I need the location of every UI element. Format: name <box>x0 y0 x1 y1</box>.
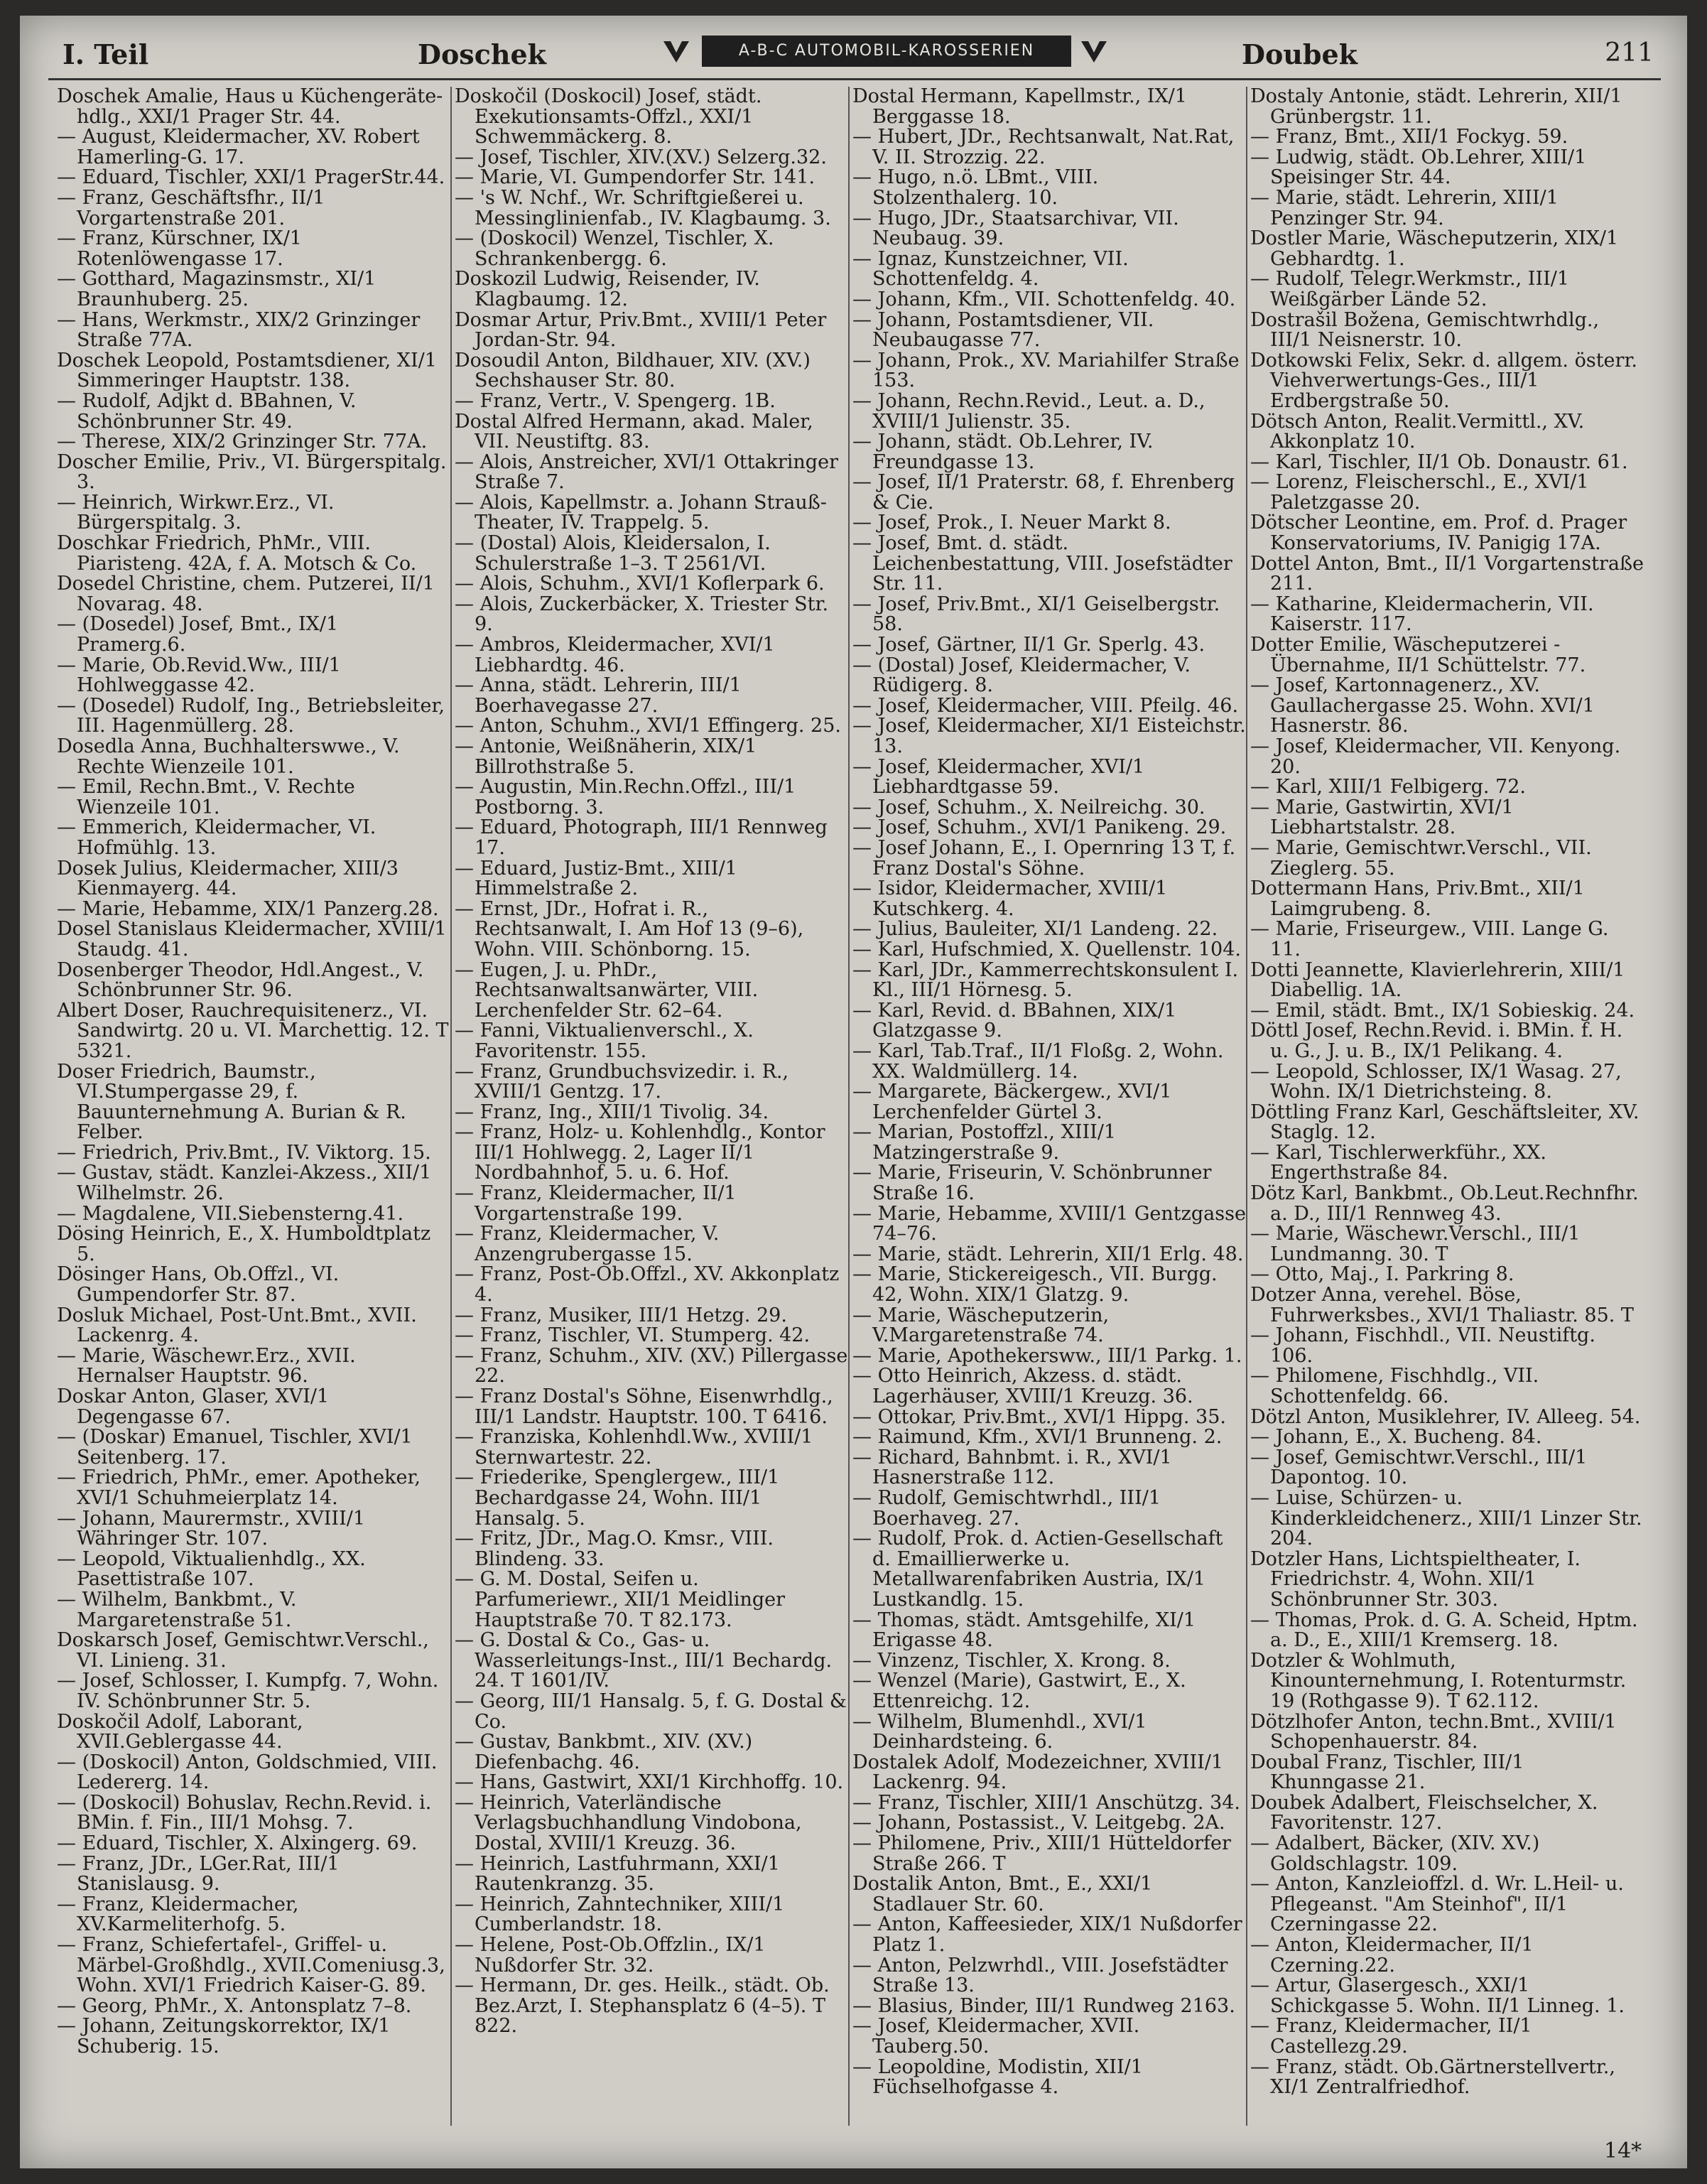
directory-entry: — Hans, Werkmstr., XIX/2 Grinzinger Straße 77A. <box>57 308 421 352</box>
directory-entry: Dötscher Leontine, em. Prof. d. Prager Konservatoriums, IV. Panigig 17A. <box>1250 512 1627 555</box>
directory-entry: — Marie, Ob.Revid.Ww., III/1 Hohlweggasse 42. <box>57 654 341 697</box>
directory-entry: — Wilhelm, Blumenhdl., XVI/1 Deinhardsteing. 6. <box>852 1710 1147 1753</box>
directory-entry: — Anton, Kaffeesieder, XIX/1 Nußdorfer Platz 1. <box>852 1913 1242 1957</box>
directory-entry: — Johann, städt. Ob.Lehrer, IV. Freundgasse 13. <box>852 431 1154 473</box>
directory-entry: — Alois, Anstreicher, XVI/1 Ottakringer Straße 7. <box>455 450 838 494</box>
directory-entry: — Hans, Gastwirt, XXI/1 Kirchhoffg. 10. <box>455 1771 844 1794</box>
directory-entry: — Rudolf, Adjkt d. BBahnen, V. Schönbrunner Str. 49. <box>57 389 357 433</box>
directory-entry: — G. Dostal & Co., Gas- u. Wasserleitungs-Inst., III/1 Bechardg. 24. T 1601/IV. <box>455 1629 833 1692</box>
directory-entry: — Magdalene, VII.Siebensterng.41. <box>57 1202 404 1225</box>
directory-entry: Dotzler Hans, Lichtspieltheater, I. Friedrichstr. 4, Wohn. XII/1 Schönbrunner Str. 303. <box>1250 1547 1581 1611</box>
directory-entry: Dösing Heinrich, E., X. Humboldtplatz 5. <box>57 1223 431 1265</box>
directory-entry: — Vinzenz, Tischler, X. Krong. 8. <box>852 1649 1171 1672</box>
directory-entry: Dosoudil Anton, Bildhauer, XIV. (XV.) Sechshauser Str. 80. <box>455 349 811 392</box>
directory-entry: Doskočil (Doskocil) Josef, städt. Exekutionsamts-Offzl., XXI/1 Schwemmäckerg. 8. <box>455 87 762 148</box>
directory-entry: — Thomas, Prok. d. G. A. Scheid, Hptm. a. D., E., XIII/1 Kremserg. 18. <box>1250 1609 1638 1652</box>
directory-entry: Dosek Julius, Kleidermacher, XIII/3 Kienmayerg. 44. <box>57 857 399 900</box>
directory-entry: — Artur, Glasergesch., XXI/1 Schickgasse 5. Wohn. II/1 Linneg. 1. <box>1250 1974 1625 2017</box>
directory-entry: — Ambros, Kleidermacher, XVI/1 Liebhardtg. 46. <box>455 634 775 676</box>
directory-entry: Doschkar Friedrich, PhMr., VIII. Piaristeng. 42A, f. A. Motsch & Co. <box>57 532 417 575</box>
directory-entry: — Marie, Friseurin, V. Schönbrunner Straße 16. <box>852 1162 1212 1205</box>
directory-entry: — Philomene, Fischhdlg., VII. Schottenfeldg. 66. <box>1250 1365 1539 1407</box>
directory-page <box>20 16 1687 2168</box>
directory-entry: — (Doskar) Emanuel, Tischler, XVI/1 Seitenberg. 17. <box>57 1426 413 1469</box>
directory-entry: — Isidor, Kleidermacher, XVIII/1 Kutschkerg. 4. <box>852 877 1168 920</box>
directory-entry: Dostrašil Božena, Gemischtwrhdlg., III/1 Neisnerstr. 10. <box>1250 308 1600 352</box>
directory-entry: Dosedel Christine, chem. Putzerei, II/1 Novarag. 48. <box>57 573 435 615</box>
directory-entry: — Anton, Schuhm., XVI/1 Effingerg. 25. <box>455 715 841 737</box>
directory-entry: — Franz, Vertr., V. Spengerg. 1B. <box>455 389 776 412</box>
directory-entry: — Therese, XIX/2 Grinzinger Str. 77A. <box>57 431 428 453</box>
emblem-right-icon <box>1078 36 1110 67</box>
directory-entry: — Wilhelm, Bankbmt., V. Margaretenstraße 51. <box>57 1588 297 1631</box>
directory-entry: Dötzlhofer Anton, techn.Bmt., XVIII/1 Schopenhauerstr. 84. <box>1250 1710 1617 1753</box>
directory-entry: — Margarete, Bäckergew., XVI/1 Lerchenfelder Gürtel 3. <box>852 1081 1172 1123</box>
directory-entry: — Johann, Fischhdl., VII. Neustiftg. 106. <box>1250 1324 1595 1367</box>
directory-entry: — Franz, JDr., LGer.Rat, III/1 Stanislausg. 9. <box>57 1852 340 1896</box>
directory-entry: — Josef, Kleidermacher, VII. Kenyong. 20. <box>1250 735 1621 778</box>
directory-entry: — Josef, Gärtner, II/1 Gr. Sperlg. 43. <box>852 634 1205 656</box>
directory-entry: — Fanni, Viktualienverschl., X. Favoritenstr. 155. <box>455 1020 754 1062</box>
directory-entry: — Blasius, Binder, III/1 Rundweg 2163. <box>852 1994 1235 2017</box>
directory-entry: — Leopold, Schlosser, IX/1 Wasag. 27, Wohn. IX/1 Dietrichsteing. 8. <box>1250 1060 1622 1103</box>
column-divider <box>450 87 452 2126</box>
directory-entry: — Eduard, Tischler, XXI/1 PragerStr.44. <box>57 166 445 189</box>
directory-entry: — Marie, Gastwirtin, XVI/1 Liebhartstalstr. 28. <box>1250 796 1514 839</box>
directory-entry: — Johann, Postassist., V. Leitgebg. 2A. <box>852 1812 1225 1834</box>
directory-entry: — Gotthard, Magazinsmstr., XI/1 Braunhuberg. 25. <box>57 268 376 310</box>
directory-entry: Dotti Jeannette, Klavierlehrerin, XIII/1 Diabellig. 1A. <box>1250 958 1625 1002</box>
directory-entry: Doskočil Adolf, Laborant, XVII.Geblergasse 44. <box>57 1710 303 1753</box>
directory-entry: — Franz, Post-Ob.Offzl., XV. Akkonplatz 4. <box>455 1263 840 1307</box>
directory-entry: — Josef, Kartonnagenerz., XV. Gaullachergasse 25. Wohn. XVI/1 Hasnerstr. 86. <box>1250 674 1595 737</box>
directory-entry: — Georg, III/1 Hansalg. 5, f. G. Dostal & Co. <box>455 1690 847 1733</box>
directory-entry: Dosluk Michael, Post-Unt.Bmt., XVII. Lackenrg. 4. <box>57 1304 417 1347</box>
directory-entry: — Eugen, J. u. PhDr., Rechtsanwaltsanwärter, VIII. Lerchenfelder Str. 62–64. <box>455 958 759 1022</box>
directory-entry: Dostaly Antonie, städt. Lehrerin, XII/1 Grünbergstr. 11. <box>1250 87 1622 128</box>
directory-entry: — Franz, Kleidermacher, II/1 Castellezg.29. <box>1250 2015 1532 2058</box>
directory-entry: — Josef, Schlosser, I. Kumpfg. 7, Wohn. IV. Schönbrunner Str. 5. <box>57 1670 439 1712</box>
directory-entry: — Franz, Grundbuchsvizedir. i. R., XVIII/1 Gentzg. 17. <box>455 1060 789 1103</box>
directory-entry: — August, Kleidermacher, XV. Robert Hamerling-G. 17. <box>57 126 420 168</box>
directory-entry: — Katharine, Kleidermacherin, VII. Kaiserstr. 117. <box>1250 593 1594 636</box>
directory-entry: — Johann, E., X. Bucheng. 84. <box>1250 1426 1542 1449</box>
directory-entry: Doubek Adalbert, Fleischselcher, X. Favoritenstr. 127. <box>1250 1791 1598 1834</box>
directory-entry: — Georg, PhMr., X. Antonsplatz 7–8. <box>57 1994 412 2017</box>
directory-entry: — Franz, Ing., XIII/1 Tivolig. 34. <box>455 1101 769 1123</box>
directory-entry: — Hubert, JDr., Rechtsanwalt, Nat.Rat, V. II. Strozzig. 22. <box>852 126 1235 168</box>
directory-entry: — Gustav, städt. Kanzlei-Akzess., XII/1 Wilhelmstr. 26. <box>57 1162 432 1205</box>
directory-entry: Dosedla Anna, Buchhalterswwe., V. Rechte Wienzeile 101. <box>57 735 400 778</box>
directory-column-3 <box>852 87 1246 2133</box>
directory-entry: — Franz, Kürschner, IX/1 Rotenlöwengasse 17. <box>57 227 302 270</box>
directory-entry: — Alois, Schuhm., XVI/1 Koflerpark 6. <box>455 573 825 595</box>
directory-entry: — Franz, Musiker, III/1 Hetzg. 29. <box>455 1304 787 1326</box>
directory-entry: Dosmar Artur, Priv.Bmt., XVIII/1 Peter Jordan-Str. 94. <box>455 308 827 352</box>
directory-entry: Dottel Anton, Bmt., II/1 Vorgartenstraße 211. <box>1250 552 1644 595</box>
directory-entry: — Franz, Tischler, VI. Stumperg. 42. <box>455 1324 811 1347</box>
directory-entry: — Johann, Zeitungskorrektor, IX/1 Schuberig. 15. <box>57 2015 391 2058</box>
directory-entry: — Josef, Gemischtwr.Verschl., III/1 Dapontog. 10. <box>1250 1446 1588 1489</box>
directory-entry: — Marie, Wäscheputzerin, V.Margaretenstraße 74. <box>852 1304 1110 1347</box>
directory-entry: Doser Friedrich, Baumstr., VI.Stumpergasse 29, f. Bauunternehmung A. Burian & R. Felber. <box>57 1060 406 1144</box>
directory-entry: — Franz, Kleidermacher, XV.Karmeliterhofg. 5. <box>57 1893 299 1936</box>
directory-entry: — (Doskocil) Bohuslav, Rechn.Revid. i. BMin. f. Fin., III/1 Mohsg. 7. <box>57 1791 432 1834</box>
directory-entry: — Franz, Kleidermacher, V. Anzengrubergasse 15. <box>455 1223 720 1265</box>
directory-entry: — Marian, Postoffzl., XIII/1 Matzingerstraße 9. <box>852 1121 1117 1164</box>
directory-entry: — Marie, städt. Lehrerin, XII/1 Erlg. 48. <box>852 1243 1244 1265</box>
directory-entry: — Franz, Kleidermacher, II/1 Vorgartenstraße 199. <box>455 1182 737 1225</box>
directory-entry: — Ottokar, Priv.Bmt., XVI/1 Hippg. 35. <box>852 1405 1226 1428</box>
directory-entry: — Josef, Tischler, XIV.(XV.) Selzerg.32. <box>455 146 827 168</box>
directory-entry: — Julius, Bauleiter, XI/1 Landeng. 22. <box>852 918 1218 941</box>
directory-entry: — Josef, Prok., I. Neuer Markt 8. <box>852 512 1171 534</box>
directory-entry: Dotzler & Wohlmuth, Kinounternehmung, I. Rotenturmstr. 19 (Rothgasse 9). T 62.112. <box>1250 1649 1627 1712</box>
directory-entry: — Emmerich, Kleidermacher, VI. Hofmühlg. 13. <box>57 816 376 859</box>
directory-entry: — Gustav, Bankbmt., XIV. (XV.) Diefenbachg. 46. <box>455 1731 753 1773</box>
directory-entry: — Friedrich, Priv.Bmt., IV. Viktorg. 15. <box>57 1141 431 1164</box>
column-divider <box>848 87 850 2126</box>
directory-column-1 <box>57 87 450 2133</box>
directory-entry: — Otto Heinrich, Akzess. d. städt. Lagerhäuser, XVIII/1 Kreuzg. 36. <box>852 1365 1193 1407</box>
directory-entry: — Alois, Zuckerbäcker, X. Triester Str. 9. <box>455 593 829 636</box>
directory-entry: — Marie, Wäschewr.Verschl., III/1 Lundmanng. 30. T <box>1250 1223 1581 1265</box>
directory-entry: Doskozil Ludwig, Reisender, IV. Klagbaumg. 12. <box>455 268 760 310</box>
directory-entry: — Karl, Hufschmied, X. Quellenstr. 104. <box>852 938 1241 961</box>
directory-entry: — Luise, Schürzen- u. Kinderkleidchenerz., XIII/1 Linzer Str. 204. <box>1250 1486 1642 1550</box>
directory-entry: — G. M. Dostal, Seifen u. Parfumeriewr., XII/1 Meidlinger Hauptstraße 70. T 82.173. <box>455 1568 786 1631</box>
directory-entry: — Franz, städt. Ob.Gärtnerstellvertr., XI/1 Zentralfriedhof. <box>1250 2055 1615 2099</box>
directory-entry: — Anton, Kleidermacher, II/1 Czerning.22. <box>1250 1934 1534 1977</box>
directory-entry: — Josef, Kleidermacher, XI/1 Eisteichstr. 13. <box>852 715 1246 757</box>
directory-entry: — Adalbert, Bäcker, (XIV. XV.) Goldschlagstr. 109. <box>1250 1832 1540 1875</box>
directory-column-2 <box>455 87 848 2133</box>
directory-entry: — Friedrich, PhMr., emer. Apotheker, XVI/1 Schuhmeierplatz 14. <box>57 1466 421 1509</box>
directory-entry: — Ludwig, städt. Ob.Lehrer, XIII/1 Speisinger Str. 44. <box>1250 146 1587 189</box>
page-header <box>48 28 1661 80</box>
directory-entry: Doskarsch Josef, Gemischtwr.Verschl., VI. Linieng. 31. <box>57 1629 429 1672</box>
directory-entry: — Marie, Gemischtwr.Verschl., VII. Zieglerg. 55. <box>1250 836 1592 880</box>
directory-entry: — (Doskocil) Anton, Goldschmied, VIII. Ledererg. 14. <box>57 1751 438 1794</box>
directory-entry: — Josef, Schuhm., X. Neilreichg. 30. <box>852 796 1205 818</box>
directory-entry: — Josef, Priv.Bmt., XI/1 Geiselbergstr. 58. <box>852 593 1220 636</box>
directory-entry: — Thomas, städt. Amtsgehilfe, XI/1 Erigasse 48. <box>852 1609 1196 1652</box>
directory-entry: — Anton, Kanzleioffzl. d. Wr. L.Heil- u. Pflegeanst. "Am Steinhof", II/1 Czerningasse 22. <box>1250 1873 1624 1936</box>
directory-entry: — Karl, Revid. d. BBahnen, XIX/1 Glatzgasse 9. <box>852 999 1177 1042</box>
directory-entry: Doschek Amalie, Haus u Küchengeräte-hdlg., XXI/1 Prager Str. 44. <box>57 87 443 128</box>
directory-entry: — Josef, Schuhm., XVI/1 Panikeng. 29. <box>852 816 1227 839</box>
directory-entry: — (Doskocil) Wenzel, Tischler, X. Schrankenbergg. 6. <box>455 227 774 270</box>
directory-entry: Dostal Hermann, Kapellmstr., IX/1 Berggasse 18. <box>852 87 1187 128</box>
directory-entry: — Helene, Post-Ob.Offzlin., IX/1 Nußdorfer Str. 32. <box>455 1934 766 1977</box>
directory-entry: — Johann, Postamtsdiener, VII. Neubaugasse 77. <box>852 308 1154 352</box>
directory-entry: Doschek Leopold, Postamtsdiener, XI/1 Simmeringer Hauptstr. 138. <box>57 349 437 392</box>
directory-entry: — Franz, Schiefertafel-, Griffel- u. Märbel-Großhdlg., XVII.Comeniusg.3, Wohn. XVI/1 Friedrich Kaiser-G. 89. <box>57 1934 445 1997</box>
directory-entry: — Franz, Tischler, XIII/1 Anschützg. 34. <box>852 1791 1241 1814</box>
directory-entry: Dötzl Anton, Musiklehrer, IV. Alleeg. 54. <box>1250 1405 1641 1428</box>
directory-entry: — Franziska, Kohlenhdl.Ww., XVIII/1 Sternwartestr. 22. <box>455 1426 813 1469</box>
directory-entry: — Josef, Kleidermacher, XVI/1 Liebhardtgasse 59. <box>852 755 1145 799</box>
directory-entry: Döttling Franz Karl, Geschäftsleiter, XV. Staglg. 12. <box>1250 1101 1640 1144</box>
directory-entry: — Marie, Stickereigesch., VII. Burgg. 42, Wohn. XIX/1 Glatzg. 9. <box>852 1263 1218 1307</box>
directory-entry: Dostal Alfred Hermann, akad. Maler, VII. Neustiftg. 83. <box>455 410 813 453</box>
directory-entry: — (Dostal) Alois, Kleidersalon, I. Schulerstraße 1–3. T 2561/VI. <box>455 532 771 575</box>
directory-entry: — Marie, Hebamme, XVIII/1 Gentzgasse 74–76. <box>852 1202 1246 1245</box>
directory-entry: — Leopold, Viktualienhdlg., XX. Pasettistraße 107. <box>57 1547 366 1591</box>
directory-entry: — Marie, städt. Lehrerin, XIII/1 Penzinger Str. 94. <box>1250 186 1559 229</box>
directory-entry: Albert Doser, Rauchrequisitenerz., VI. Sandwirtg. 20 u. VI. Marchettig. 12. T 5321. <box>57 999 449 1062</box>
section-label: I. Teil <box>63 38 149 70</box>
directory-entry: — Emil, städt. Bmt., IX/1 Sobieskig. 24. <box>1250 999 1635 1022</box>
directory-entry: — Antonie, Weißnäherin, XIX/1 Billrothstraße 5. <box>455 735 757 778</box>
directory-entry: — Marie, VI. Gumpendorfer Str. 141. <box>455 166 815 189</box>
directory-entry: Dötsch Anton, Realit.Vermittl., XV. Akkonplatz 10. <box>1250 410 1585 453</box>
directory-entry: — Josef, Kleidermacher, VIII. Pfeilg. 46. <box>852 694 1239 717</box>
directory-entry: — Rudolf, Prok. d. Actien-Gesellschaft d. Emaillierwerke u. Metallwarenfabriken Austria, IX/1 Lustkandlg. 15. <box>852 1528 1223 1611</box>
directory-column-4 <box>1250 87 1644 2133</box>
advertisement-banner: A-B-C AUTOMOBIL-KAROSSERIEN <box>702 36 1071 67</box>
directory-entry: — Heinrich, Lastfuhrmann, XXI/1 Rautenkranzg. 35. <box>455 1852 780 1896</box>
directory-entry: — Johann, Prok., XV. Mariahilfer Straße 153. <box>852 349 1240 392</box>
directory-entry: — Karl, XIII/1 Felbigerg. 72. <box>1250 776 1526 799</box>
directory-entry: — Karl, JDr., Kammerrechtskonsulent I. Kl., III/1 Hörnesg. 5. <box>852 958 1239 1002</box>
directory-entry: — Friederike, Spenglergew., III/1 Bechardgasse 24, Wohn. III/1 Hansalg. 5. <box>455 1466 780 1530</box>
directory-entry: — Ernst, JDr., Hofrat i. R., Rechtsanwalt, I. Am Hof 13 (9–6), Wohn. VIII. Schönborng. 15. <box>455 897 804 961</box>
directory-entry: — Marie, Apothekersww., III/1 Parkg. 1. <box>852 1344 1242 1367</box>
directory-entry: — (Dostal) Josef, Kleidermacher, V. Rüdigerg. 8. <box>852 654 1191 697</box>
directory-entry: — Hugo, n.ö. LBmt., VIII. Stolzenthalerg. 10. <box>852 166 1099 209</box>
directory-entry: Dotter Emilie, Wäscheputzerei - Übernahme, II/1 Schüttelstr. 77. <box>1250 634 1586 676</box>
directory-entry: — 's W. Nchf., Wr. Schriftgießerei u. Messinglinienfab., IV. Klagbaumg. 3. <box>455 186 831 229</box>
directory-entry: — Ignaz, Kunstzeichner, VII. Schottenfeldg. 4. <box>852 247 1129 291</box>
directory-entry: — Rudolf, Gemischtwrhdl., III/1 Boerhaveg. 27. <box>852 1486 1161 1530</box>
directory-entry: — Fritz, JDr., Mag.O. Kmsr., VIII. Blindeng. 33. <box>455 1528 774 1570</box>
directory-entry: Dosenberger Theodor, Hdl.Angest., V. Schönbrunner Str. 96. <box>57 958 424 1002</box>
directory-entry: — Marie, Hebamme, XIX/1 Panzerg.28. <box>57 897 439 920</box>
directory-entry: — Eduard, Justiz-Bmt., XIII/1 Himmelstraße 2. <box>455 857 737 900</box>
directory-entry: — Philomene, Priv., XIII/1 Hütteldorfer Straße 266. T <box>852 1832 1231 1875</box>
directory-entry: — Alois, Kapellmstr. a. Johann Strauß-Theater, IV. Trappelg. 5. <box>455 491 827 534</box>
last-entry-guide-word: Doubek <box>1242 38 1358 70</box>
directory-entry: Döttl Josef, Rechn.Revid. i. BMin. f. H. u. G., J. u. B., IX/1 Pelikang. 4. <box>1250 1020 1623 1062</box>
directory-entry: — (Dosedel) Josef, Bmt., IX/1 Pramerg.6. <box>57 613 339 656</box>
directory-entry: — Franz, Schuhm., XIV. (XV.) Pillergasse 22. <box>455 1344 848 1388</box>
directory-entry: — Anna, städt. Lehrerin, III/1 Boerhavegasse 27. <box>455 674 742 717</box>
directory-entry: — Heinrich, Vaterländische Verlagsbuchhandlung Vindobona, Dostal, XVIII/1 Kreuzg. 36. <box>455 1791 802 1855</box>
directory-entry: Dötz Karl, Bankbmt., Ob.Leut.Rechnfhr. a. D., III/1 Rennweg 43. <box>1250 1182 1639 1225</box>
directory-entry: — Wenzel (Marie), Gastwirt, E., X. Ettenreichg. 12. <box>852 1670 1186 1712</box>
directory-entry: — Richard, Bahnbmt. i. R., XVI/1 Hasnerstraße 112. <box>852 1446 1172 1489</box>
directory-entry: Dosel Stanislaus Kleidermacher, XVIII/1 Staudg. 41. <box>57 918 447 961</box>
directory-entry: — Johann, Kfm., VII. Schottenfeldg. 40. <box>852 288 1236 310</box>
page-number: 211 <box>1605 38 1654 67</box>
directory-entry: — Karl, Tischlerwerkführ., XX. Engerthstraße 84. <box>1250 1141 1546 1184</box>
column-divider <box>1246 87 1247 2126</box>
directory-entry: — Raimund, Kfm., XVI/1 Brunneng. 2. <box>852 1426 1223 1449</box>
directory-entry: — Eduard, Photograph, III/1 Rennweg 17. <box>455 816 828 859</box>
directory-entry: — Franz, Holz- u. Kohlenhdlg., Kontor III/1 Hohlwegg. 2, Lager II/1 Nordbahnhof, 5. u. 6. Hof. <box>455 1121 825 1184</box>
directory-entry: — Marie, Friseurgew., VIII. Lange G. 11. <box>1250 918 1609 961</box>
directory-entry: — Emil, Rechn.Bmt., V. Rechte Wienzeile 101. <box>57 776 355 818</box>
directory-entry: Dottermann Hans, Priv.Bmt., XII/1 Laimgrubeng. 8. <box>1250 877 1585 920</box>
directory-entry: — Karl, Tab.Traf., II/1 Floßg. 2, Wohn. XX. Waldmüllerg. 14. <box>852 1039 1224 1083</box>
directory-entry: — Josef Johann, E., I. Opernring 13 T, f. Franz Dostal's Söhne. <box>852 836 1236 880</box>
directory-entry: — Eduard, Tischler, X. Alxingerg. 69. <box>57 1832 418 1855</box>
directory-entry: — Franz, Geschäftsfhr., II/1 Vorgartenstraße 201. <box>57 186 325 229</box>
directory-entry: Doscher Emilie, Priv., VI. Bürgerspitalg. 3. <box>57 450 447 494</box>
directory-entry: — Rudolf, Telegr.Werkmstr., III/1 Weißgärber Lände 52. <box>1250 268 1570 310</box>
directory-entry: — Franz, Bmt., XII/1 Fockyg. 59. <box>1250 126 1568 148</box>
directory-entry: — Lorenz, Fleischerschl., E., XVI/1 Paletzgasse 20. <box>1250 471 1589 514</box>
directory-entry: — Hermann, Dr. ges. Heilk., städt. Ob. Bez.Arzt, I. Stephansplatz 6 (4–5). T 822. <box>455 1974 830 2038</box>
sheet-signature: 14* <box>1604 2139 1642 2163</box>
directory-entry: — Josef, II/1 Praterstr. 68, f. Ehrenberg & Cie. <box>852 471 1235 514</box>
directory-entry: — Heinrich, Wirkwr.Erz., VI. Bürgerspitalg. 3. <box>57 491 335 534</box>
directory-entry: Dotzer Anna, verehel. Böse, Fuhrwerksbes., XVI/1 Thaliastr. 85. T <box>1250 1284 1634 1326</box>
directory-entry: — Anton, Pelzwrhdl., VIII. Josefstädter Straße 13. <box>852 1954 1228 1997</box>
directory-entry: — Hugo, JDr., Staatsarchivar, VII. Neubaug. 39. <box>852 207 1179 250</box>
directory-entry: Dostalik Anton, Bmt., E., XXI/1 Stadlauer Str. 60. <box>852 1873 1153 1915</box>
directory-entry: — Heinrich, Zahntechniker, XIII/1 Cumberlandstr. 18. <box>455 1893 785 1936</box>
directory-entry: Dostalek Adolf, Modezeichner, XVIII/1 Lackenrg. 94. <box>852 1751 1224 1794</box>
directory-entry: — Josef, Kleidermacher, XVII. Tauberg.50. <box>852 2015 1140 2058</box>
emblem-left-icon <box>661 36 692 67</box>
directory-entry: — Leopoldine, Modistin, XII/1 Füchselhofgasse 4. <box>852 2055 1143 2099</box>
directory-entry: — Otto, Maj., I. Parkring 8. <box>1250 1263 1514 1286</box>
directory-entry: Doubal Franz, Tischler, III/1 Khunngasse 21. <box>1250 1751 1524 1794</box>
directory-entry: — Johann, Maurermstr., XVIII/1 Währinger Str. 107. <box>57 1507 366 1550</box>
directory-entry: — Franz Dostal's Söhne, Eisenwrhdlg., III/1 Landstr. Hauptstr. 100. T 6416. <box>455 1385 833 1428</box>
directory-entry: — Josef, Bmt. d. städt. Leichenbestattung, VIII. Josefstädter Str. 11. <box>852 532 1232 595</box>
directory-entry: — Marie, Wäschewr.Erz., XVII. Hernalser Hauptstr. 96. <box>57 1344 356 1388</box>
directory-entry: — Augustin, Min.Rechn.Offzl., III/1 Postborng. 3. <box>455 776 796 818</box>
directory-entry: Doskar Anton, Glaser, XVI/1 Degengasse 67. <box>57 1385 330 1428</box>
directory-entry: — (Dosedel) Rudolf, Ing., Betriebsleiter, III. Hagenmüllerg. 28. <box>57 694 445 737</box>
directory-entry: Dotkowski Felix, Sekr. d. allgem. österr. Viehverwertungs-Ges., III/1 Erdbergstraße 50. <box>1250 349 1637 412</box>
first-entry-guide-word: Doschek <box>418 38 546 70</box>
directory-entry: — Johann, Rechn.Revid., Leut. a. D., XVIII/1 Julienstr. 35. <box>852 389 1205 433</box>
directory-entry: Dostler Marie, Wäscheputzerin, XIX/1 Gebhardtg. 1. <box>1250 227 1619 270</box>
directory-entry: Dösinger Hans, Ob.Offzl., VI. Gumpendorfer Str. 87. <box>57 1263 340 1307</box>
directory-entry: — Karl, Tischler, II/1 Ob. Donaustr. 61. <box>1250 450 1628 473</box>
